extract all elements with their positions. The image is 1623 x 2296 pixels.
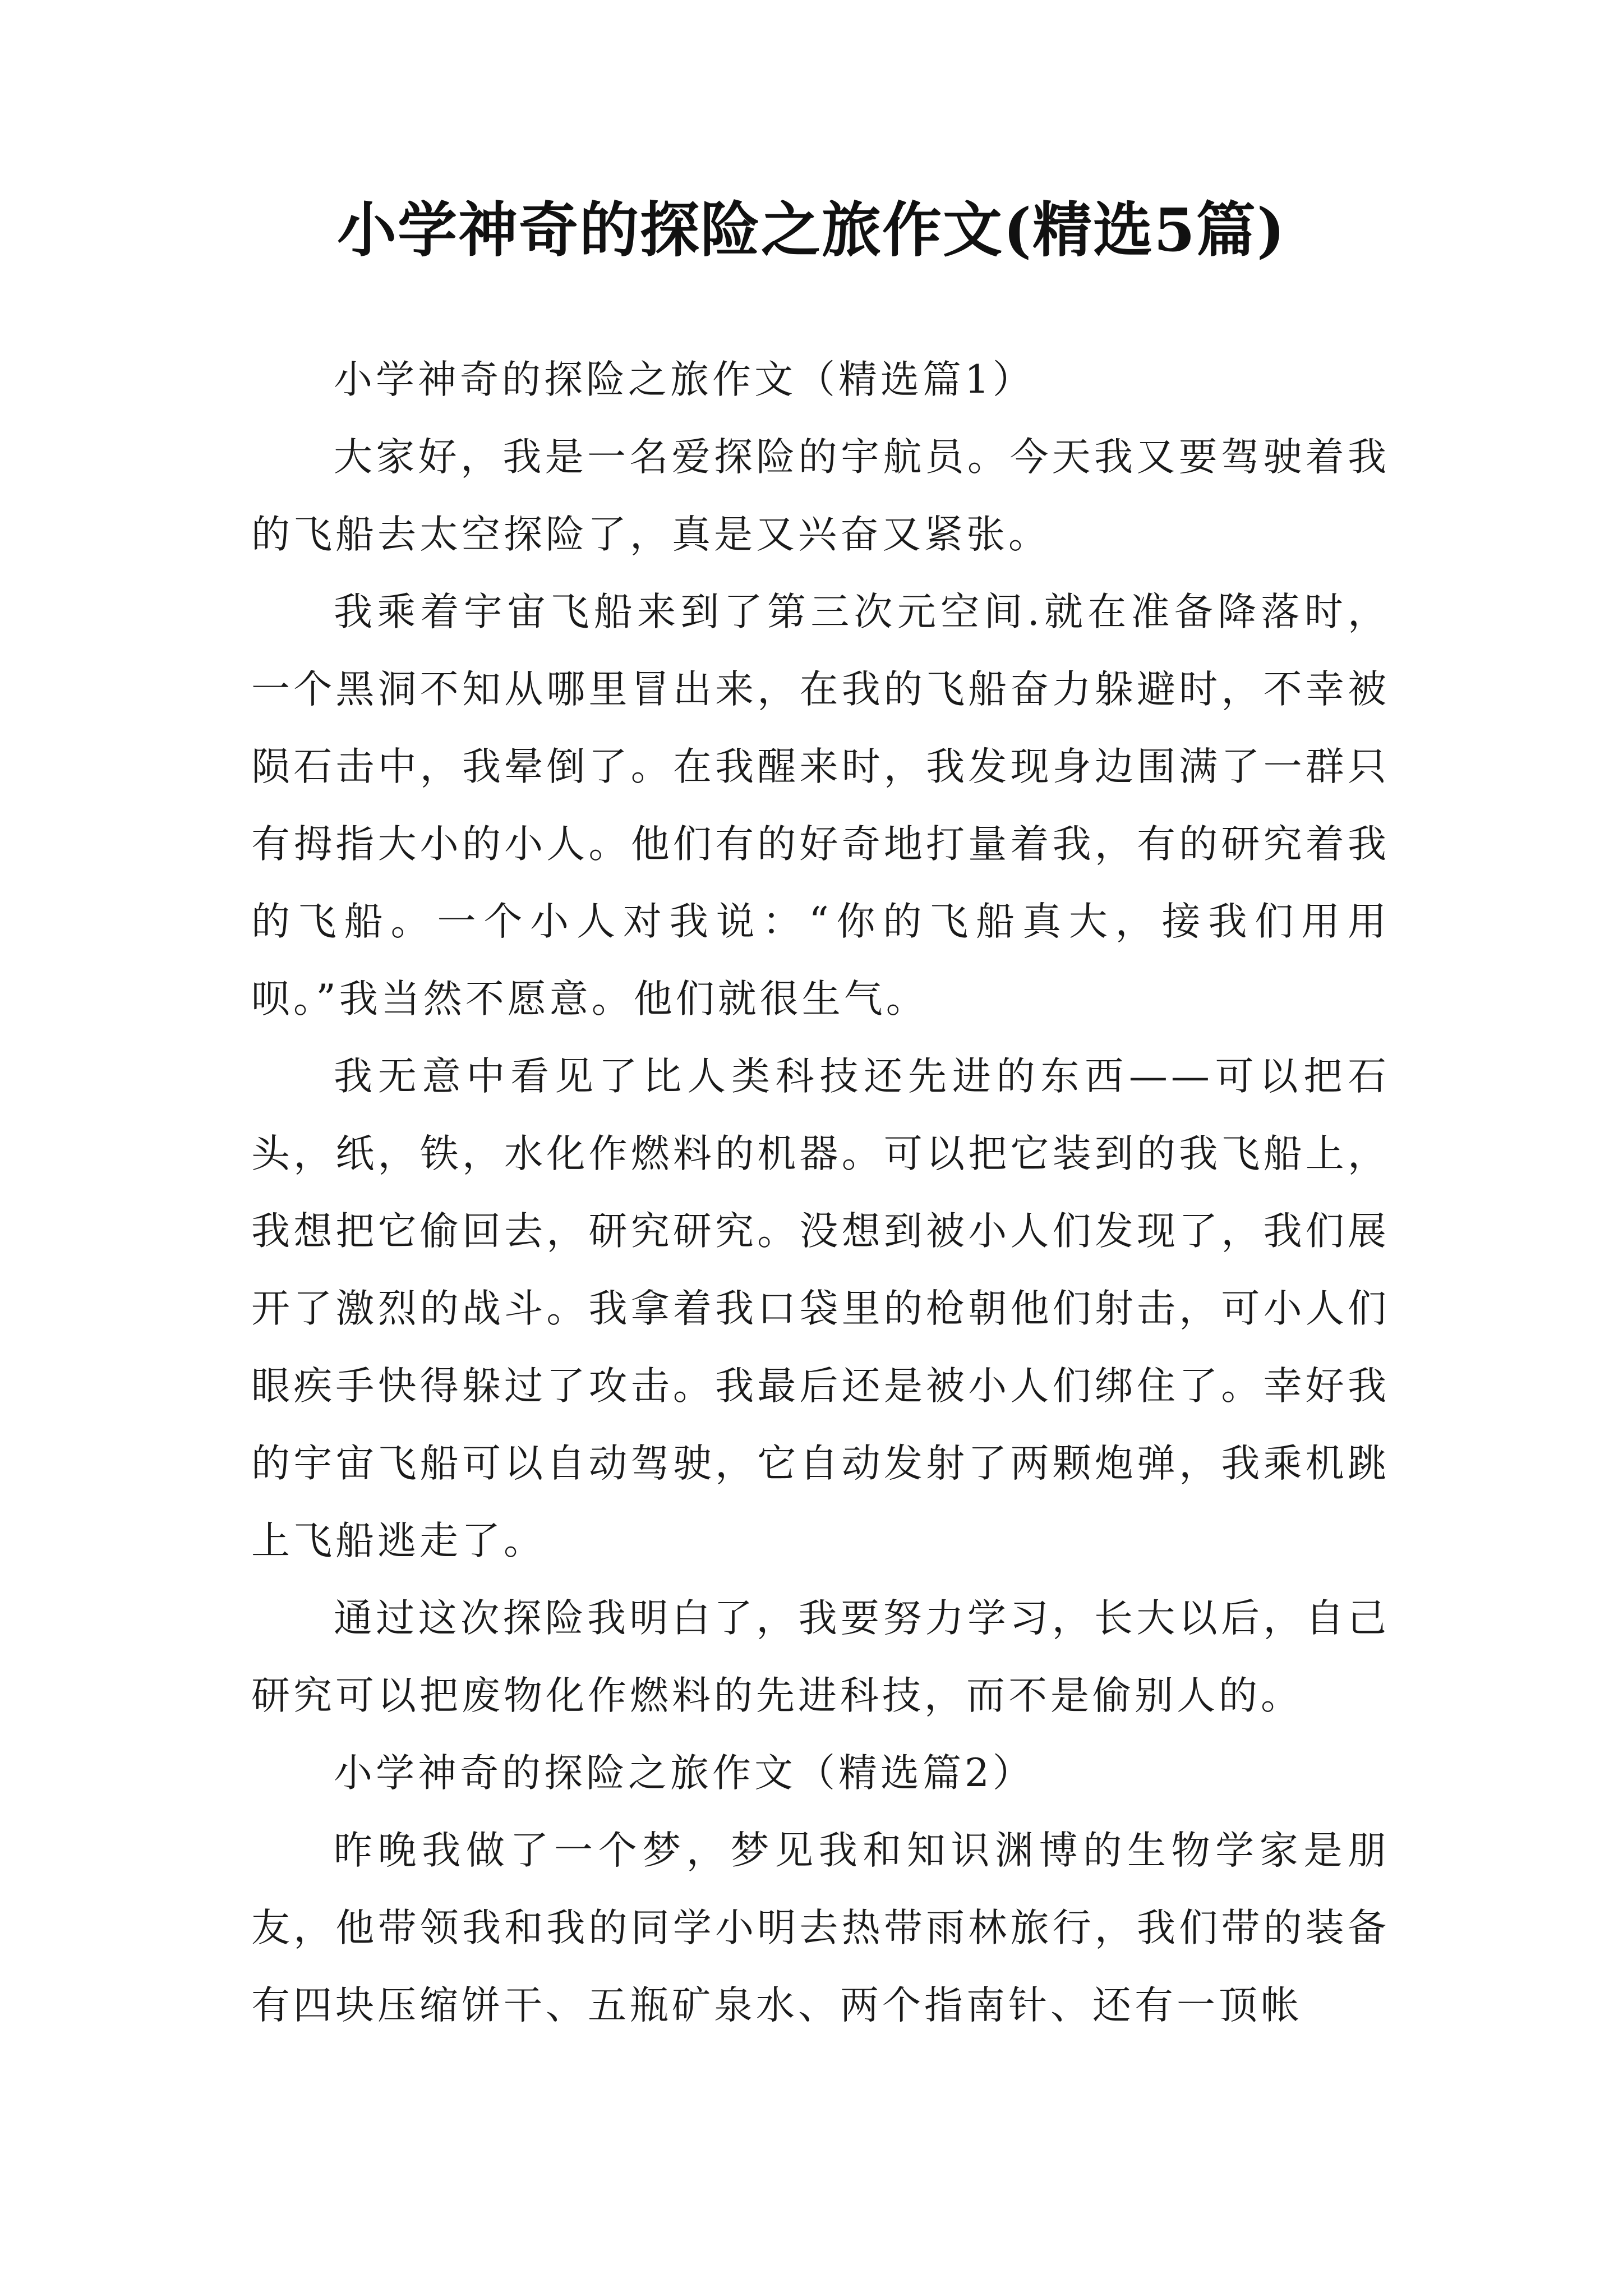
paragraph: 通过这次探险我明白了，我要努力学习，长大以后，自己研究可以把废物化作燃料的先进科技，而不是偷别人的。 (251, 1596, 1390, 1718)
section-heading-1: 小学神奇的探险之旅作文（精选篇1） (334, 357, 1035, 402)
section-heading-2: 小学神奇的探险之旅作文（精选篇2） (334, 1751, 1035, 1796)
document-body (251, 341, 1390, 2044)
paragraph: 昨晚我做了一个梦，梦见我和知识渊博的生物学家是朋友，他带领我和我的同学小明去热带雨林旅行，我们带的装备有四块压缩饼干、五瓶矿泉水、两个指南针、还有一顶帐 (251, 1828, 1390, 2028)
document-title: 小学神奇的探险之旅作文(精选5篇) (336, 195, 1287, 265)
paragraph: 我无意中看见了比人类科技还先进的东西——可以把石头，纸，铁，水化作燃料的机器。可以把它装到的我飞船上，我想把它偷回去，研究研究。没想到被小人们发现了，我们展开了激烈的战斗。我拿着我口袋里的枪朝他们射击，可小人们眼疾手快得躲过了攻击。我最后还是被小人们绑住了。幸好我的宇宙飞船可以自动驾驶，它自动发射了两颗炮弹，我乘机跳上飞船逃走了。 (251, 1054, 1390, 1563)
paragraph: 我乘着宇宙飞船来到了第三次元空间.就在准备降落时，一个黑洞不知从哪里冒出来，在我的飞船奋力躲避时，不幸被陨石击中，我晕倒了。在我醒来时，我发现身边围满了一群只有拇指大小的小人。他们有的好奇地打量着我，有的研究着我的飞船。一个小人对我说：“你的飞船真大，接我们用用呗。”我当然不愿意。他们就很生气。 (251, 590, 1390, 1022)
paragraph: 大家好，我是一名爱探险的宇航员。今天我又要驾驶着我的飞船去太空探险了，真是又兴奋又紧张。 (251, 435, 1390, 557)
